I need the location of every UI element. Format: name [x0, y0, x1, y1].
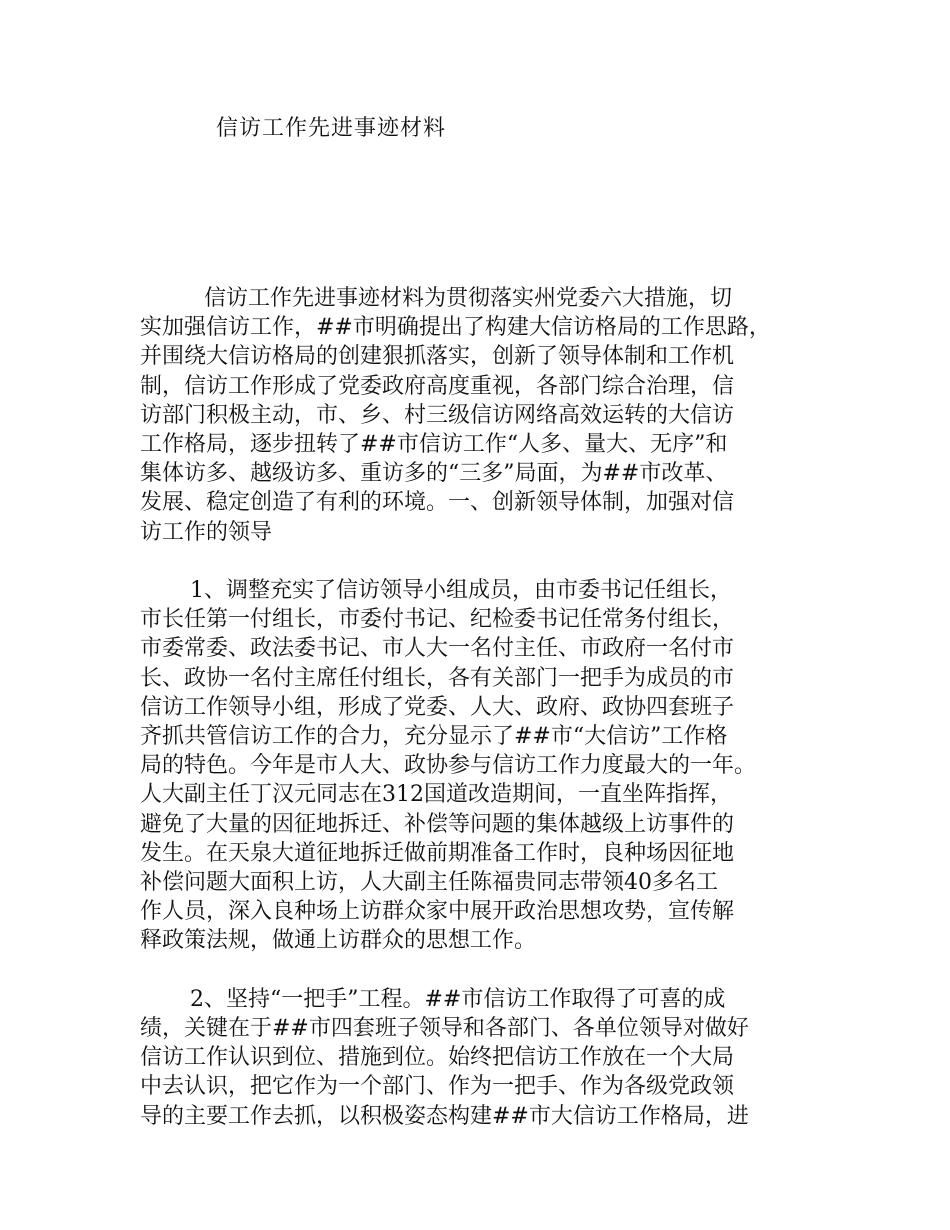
- paragraph-line: 信访工作领导小组，形成了党委、人大、政府、政协四套班子: [140, 694, 735, 720]
- paragraph-line: 实加强信访工作，##市明确提出了构建大信访格局的工作思路，: [140, 315, 771, 341]
- paragraph-spacer: [140, 547, 825, 576]
- paragraph-line: 信访工作先进事迹材料为贯彻落实州党委六大措施，切: [204, 286, 733, 311]
- paragraph-spacer: [140, 956, 825, 985]
- paragraph-line: 作人员，深入良种场上访群众家中展开政治思想攻势，宣传解: [140, 899, 735, 925]
- paragraph-line: 信访工作认识到位、措施到位。始终把信访工作放在一个大局: [140, 1045, 735, 1071]
- paragraph-line: 导的主要工作去抓，以积极姿态构建##市大信访工作格局，进: [140, 1103, 749, 1129]
- paragraph-line: 长、政协一名付主席任付组长，各有关部门一把手为成员的市: [140, 665, 735, 691]
- paragraph-line: 市长任第一付组长，市委付书记、纪检委书记任常务付组长，: [140, 607, 735, 633]
- paragraph-section-2: [140, 985, 825, 1131]
- paragraph-line: 补偿问题大面积上访，人大副主任陈福贵同志带领40多名工: [140, 870, 718, 896]
- paragraph-line: 发展、稳定创造了有利的环境。一、创新领导体制，加强对信: [140, 490, 735, 516]
- paragraph-line: 集体访多、越级访多、重访多的“三多”局面，为##市改革、: [140, 461, 728, 487]
- paragraph-line: 避免了大量的因征地拆迁、补偿等问题的集体越级上访事件的: [140, 811, 735, 837]
- paragraph-line: 访部门积极主动，市、乡、村三级信访网络高效运转的大信访: [140, 402, 735, 428]
- paragraph-line: 齐抓共管信访工作的合力，充分显示了##市“大信访”工作格: [140, 724, 728, 750]
- paragraph-line: 访工作的领导: [140, 519, 273, 545]
- paragraph-line: 人大副主任丁汉元同志在312国道改造期间，一直坐阵指挥，: [140, 782, 732, 808]
- paragraph-line: 制，信访工作形成了党委政府高度重视，各部门综合治理，信: [140, 373, 735, 399]
- paragraph-line: 发生。在天泉大道征地拆迁做前期准备工作时，良种场因征地: [140, 840, 735, 866]
- paragraph-line: 2、坚持“一把手”工程。##市信访工作取得了可喜的成: [190, 986, 726, 1012]
- document-body: [140, 284, 825, 1131]
- paragraph-section-1: [140, 576, 825, 956]
- document-title: 信访工作先进事迹材料: [216, 116, 447, 141]
- paragraph-line: 中去认识，把它作为一个部门、作为一把手、作为各级党政领: [140, 1074, 735, 1100]
- paragraph-line: 并围绕大信访格局的创建狠抓落实，创新了领导体制和工作机: [140, 344, 735, 370]
- paragraph-line: 市委常委、政法委书记、市人大一名付主任、市政府一名付市: [140, 636, 735, 662]
- paragraph-line: 局的特色。今年是市人大、政协参与信访工作力度最大的一年。: [140, 753, 757, 779]
- paragraph-line: 1、调整充实了信访领导小组成员，由市委书记任组长，: [190, 578, 732, 604]
- paragraph-line: 工作格局，逐步扭转了##市信访工作“人多、量大、无序”和: [140, 432, 728, 458]
- paragraph-line: 绩，关键在于##市四套班子领导和各部门、各单位领导对做好: [140, 1016, 749, 1042]
- paragraph-line: 释政策法规，做通上访群众的思想工作。: [140, 928, 537, 954]
- paragraph-intro: [140, 284, 825, 547]
